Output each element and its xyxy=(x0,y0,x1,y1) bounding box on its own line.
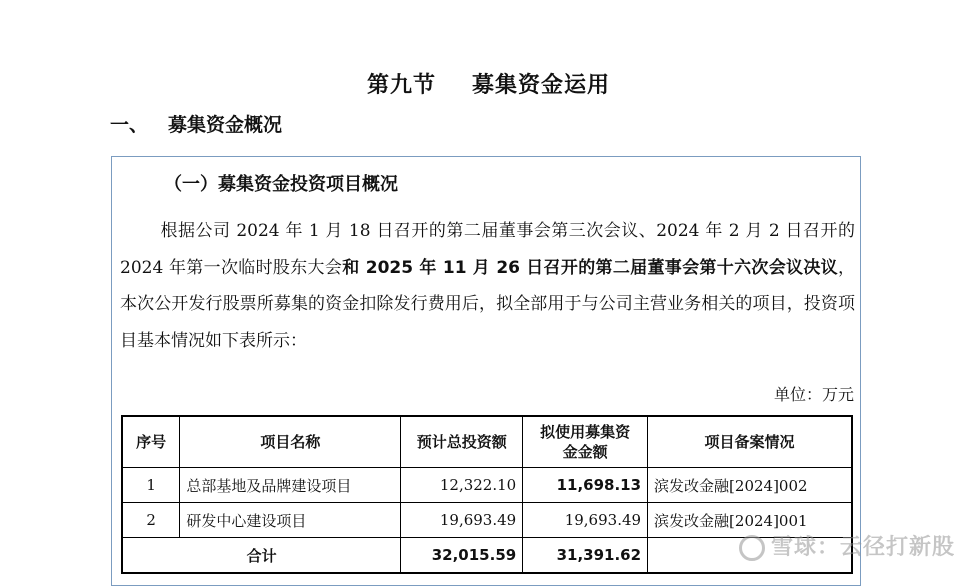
watermark xyxy=(739,530,955,561)
cell-seq: 1 xyxy=(122,468,180,503)
paragraph-part3: ，本次公开发行股票所募集的资金扣除发行费用后，拟全部用于与公司主营业务相关的项目，投资项目基本情况如下表所示： xyxy=(120,257,856,351)
page-title xyxy=(0,68,977,99)
cell-name: 研发中心建设项目 xyxy=(180,503,401,538)
header-seq: 序号 xyxy=(122,416,180,468)
section-number: 第九节 xyxy=(366,73,436,98)
cell-record: 滨发改金融[2024]002 xyxy=(648,468,852,503)
header-total-invest: 预计总投资额 xyxy=(401,416,523,468)
section-heading-title: 募集资金概况 xyxy=(168,114,283,136)
total-invest: 32,015.59 xyxy=(401,538,523,574)
cell-record: 滨发改金融[2024]001 xyxy=(648,503,852,538)
cell-name: 总部基地及品牌建设项目 xyxy=(180,468,401,503)
paragraph-bold: 和 2025 年 11 月 26 日召开的第二届董事会第十六次会议决议 xyxy=(342,257,839,278)
table-header-row xyxy=(122,416,852,468)
header-raise-amount: 拟使用募集资金金额 xyxy=(523,416,648,468)
snowball-logo-icon xyxy=(739,535,765,561)
body-paragraph xyxy=(120,213,855,359)
cell-raise-amount: 11,698.13 xyxy=(523,468,648,503)
cell-seq: 2 xyxy=(122,503,180,538)
cell-raise-amount: 19,693.49 xyxy=(523,503,648,538)
total-label: 合计 xyxy=(122,538,401,574)
cell-total-invest: 19,693.49 xyxy=(401,503,523,538)
table-row xyxy=(122,468,852,503)
header-record: 项目备案情况 xyxy=(648,416,852,468)
paragraph-part1: 根据公司 2024 年 1 月 18 日召开的第二届董事会第三次会议、2024 年 2 月 2 日召开的 2024 年第一次临时股东大会 xyxy=(120,221,855,278)
section-heading-number: 一、 xyxy=(110,114,149,136)
subsection-heading: （一）募集资金投资项目概况 xyxy=(164,174,398,195)
watermark-text: 雪球：云径打新股 xyxy=(770,535,955,560)
section-heading xyxy=(110,110,282,137)
total-raise: 31,391.62 xyxy=(523,538,648,574)
section-title: 募集资金运用 xyxy=(472,73,611,98)
unit-label: 单位：万元 xyxy=(773,385,854,404)
header-name: 项目名称 xyxy=(180,416,401,468)
cell-total-invest: 12,322.10 xyxy=(401,468,523,503)
